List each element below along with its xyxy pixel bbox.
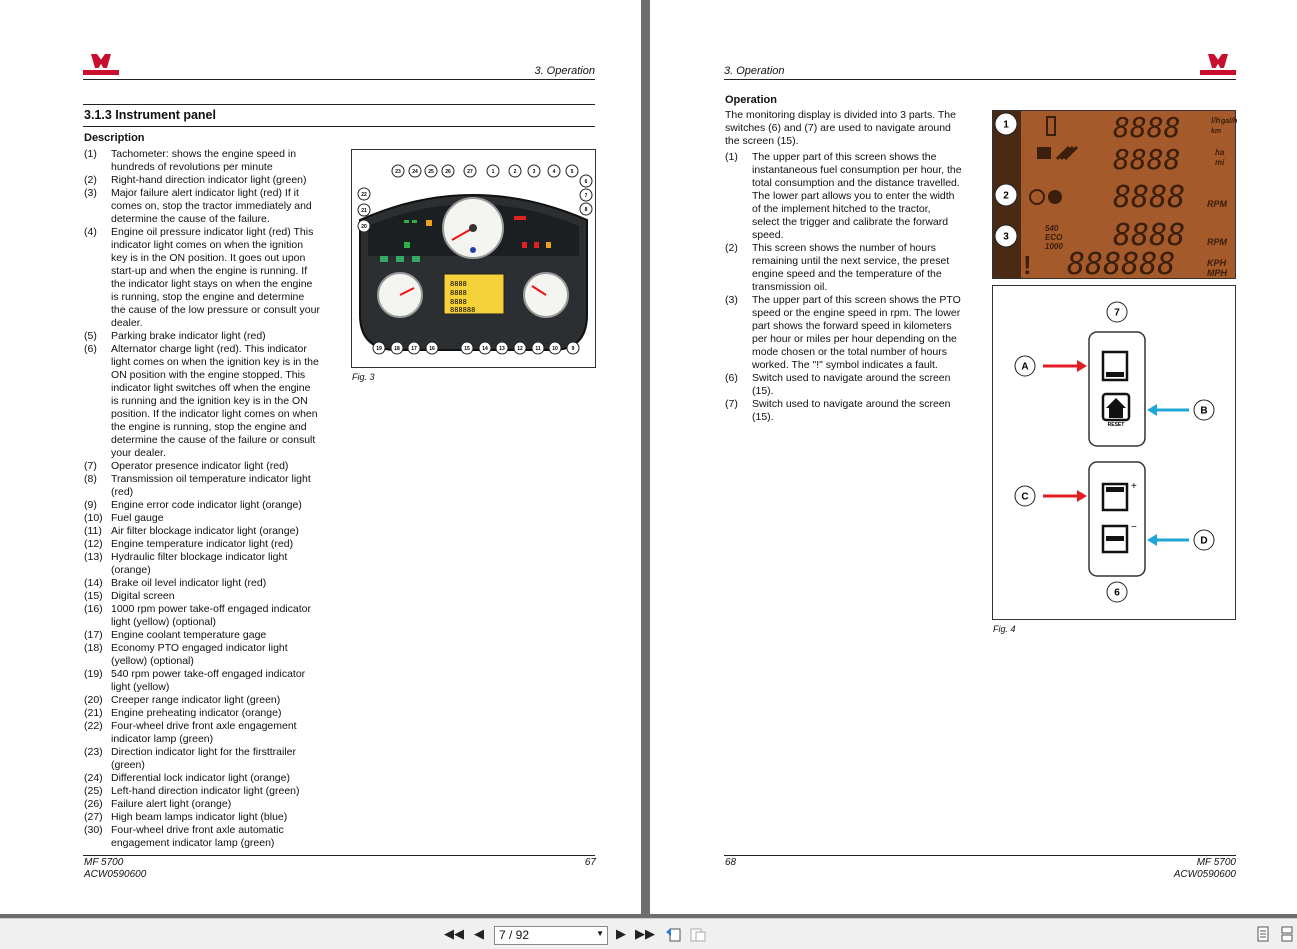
footer-rule [724, 855, 1236, 856]
list-item-number: (8) [84, 473, 97, 485]
list-item-number: (9) [84, 499, 97, 511]
list-item-line: determine the cause of the failure or consult [111, 434, 316, 446]
list-item-line: This screen shows the number of hours [752, 242, 936, 254]
list-item-line: total consumption and the distance travelled. [752, 177, 960, 189]
callout-label: 20 [361, 223, 367, 230]
massey-ferguson-logo [1200, 54, 1236, 76]
lcd-fault-symbol: ! [1023, 250, 1032, 280]
list-item [84, 642, 334, 668]
list-item-number: (13) [84, 551, 103, 563]
list-item-line: (15). [752, 411, 774, 423]
lcd-pto-eco: ECO [1045, 233, 1063, 242]
list-item-number: (16) [84, 603, 103, 615]
list-item-number: (6) [84, 343, 97, 355]
list-item-number: (12) [84, 538, 103, 550]
callout-label: 16 [429, 345, 435, 352]
lcd-row5-digits: 888888 [1067, 247, 1176, 282]
fig-4-caption: Fig. 4 [993, 624, 1016, 634]
next-page-button[interactable] [612, 925, 630, 943]
right-page [650, 0, 1297, 914]
list-item-line: (yellow) (optional) [111, 655, 194, 667]
header-chapter: 3. Operation [724, 65, 785, 77]
list-item-number: (26) [84, 798, 103, 810]
footer-code: ACW0590600 [1173, 869, 1236, 880]
list-item-number: (11) [84, 525, 102, 537]
lcd-unit-kph: KPH [1207, 258, 1227, 268]
go-forward-icon [690, 926, 706, 942]
list-item [84, 720, 334, 746]
list-item-line: Fuel gauge [111, 512, 164, 524]
callout-label: 5 [570, 168, 574, 175]
list-item-line: Differential lock indicator light (orange) [111, 772, 290, 784]
list-item-line: Transmission oil temperature indicator light [111, 473, 311, 485]
callout-label: 4 [552, 168, 556, 175]
instrument-panel-figure [351, 149, 596, 368]
engine-speed-icon [1048, 190, 1062, 204]
list-item-line: select the trigger and calibrate the forward [752, 216, 949, 228]
list-item-line: speed or the engine speed in rpm. The lower [752, 307, 961, 319]
section-rule-top [83, 104, 595, 105]
lcd-unit-galh: gal/h [1221, 118, 1238, 125]
list-item-line: of the implement hitched to the tractor, [752, 203, 931, 215]
viewer-toolbar [0, 918, 1297, 949]
list-item-line: Parking brake indicator light (red) [111, 330, 266, 342]
single-page-icon [1256, 926, 1270, 942]
list-item-number: (7) [84, 460, 97, 472]
list-item-number: (25) [84, 785, 103, 797]
list-item [84, 577, 334, 590]
list-item [725, 398, 977, 424]
callout-label: B [1200, 405, 1208, 417]
list-item-line: Alternator charge light (red). This indicator [111, 343, 307, 355]
callout-label: 24 [412, 168, 418, 175]
list-item [84, 174, 334, 187]
list-item [84, 668, 334, 694]
callout-label: 26 [445, 168, 451, 175]
list-item-line: Tachometer: shows the engine speed in [111, 148, 297, 160]
list-item [84, 772, 334, 785]
list-item-number: (19) [84, 668, 103, 680]
prev-page-button[interactable] [470, 925, 488, 943]
callout-label: 27 [467, 168, 473, 175]
lcd-row2-digits: 8888 [1113, 143, 1181, 176]
list-item [84, 746, 334, 772]
callout-label: 19 [376, 345, 382, 352]
header-rule [724, 79, 1236, 80]
callout-label: 18 [394, 345, 400, 352]
list-item-number: (2) [725, 242, 738, 254]
callout-label: 1 [1003, 119, 1009, 131]
callout-label: 8 [584, 206, 588, 213]
callout-label: 11 [535, 345, 541, 352]
list-item [84, 148, 334, 174]
arrow-d-head [1147, 534, 1157, 546]
go-back-icon [665, 926, 681, 942]
list-item-line: Creeper range indicator light (green) [111, 694, 281, 706]
list-item-line: Air filter blockage indicator light (orange) [111, 525, 299, 537]
list-item-line: light (yellow) (optional) [111, 616, 217, 628]
monitor-display-drawing [993, 111, 1238, 282]
page-number-select[interactable] [494, 926, 608, 945]
callout-label: 22 [361, 191, 367, 198]
list-item [84, 460, 334, 473]
arrow-b-head [1147, 404, 1157, 416]
list-item-line: 1000 rpm power take-off engaged indicator [111, 603, 312, 615]
lcd-unit-rpm-1: RPM [1207, 199, 1227, 209]
lcd-unit-lh: l/h [1211, 116, 1221, 125]
list-item-line: light (yellow) [111, 681, 170, 693]
callout-label: 7 [1114, 307, 1120, 319]
list-item-line: speed. [752, 229, 784, 241]
footer-model: MF 5700 [1196, 857, 1236, 868]
list-item [84, 525, 334, 538]
footer-model: MF 5700 [84, 857, 124, 868]
navigation-switches-figure [992, 285, 1236, 620]
callout-label: 25 [428, 168, 434, 175]
callout-label: 2 [513, 168, 517, 175]
operation-heading: Operation [725, 94, 777, 106]
list-item-line: Engine preheating indicator (orange) [111, 707, 282, 719]
list-item-line: The upper part of this screen shows the PTO [752, 294, 961, 306]
go-forward-button[interactable] [689, 925, 707, 943]
list-item-line: 540 rpm power take-off engaged indicator [111, 668, 306, 680]
list-item-number: (3) [84, 187, 97, 199]
list-item [84, 798, 334, 811]
list-item-line: indicator lamp (green) [111, 733, 214, 745]
lcd-unit-mph: MPH [1207, 268, 1227, 278]
list-item-line: Brake oil level indicator light (red) [111, 577, 267, 589]
list-item-line: Failure alert light (orange) [111, 798, 232, 810]
operation-list [725, 151, 977, 424]
list-item [725, 294, 977, 372]
lcd-line-2: 8888 [450, 289, 467, 297]
list-item-number: (1) [725, 151, 738, 163]
list-item [84, 499, 334, 512]
list-item-line: Direction indicator light for the firsttrailer [111, 746, 296, 758]
list-item [84, 590, 334, 603]
list-item-line: ON position with the engine stopped. This [111, 369, 306, 381]
plus-sign: + [1131, 481, 1137, 492]
list-item-number: (20) [84, 694, 103, 706]
list-item-line: (red) [111, 486, 134, 498]
description-list [84, 148, 334, 850]
instrument-panel-drawing [352, 150, 595, 367]
list-item [84, 824, 334, 850]
list-item-line: Switch used to navigate around the screen [752, 398, 951, 410]
last-page-icon: ▶▶ [635, 926, 655, 941]
list-item-line: the cause of the low pressure or consult your [111, 304, 320, 316]
callout-label: 2 [1003, 190, 1009, 202]
first-page-button[interactable] [445, 925, 463, 943]
description-heading: Description [84, 132, 145, 144]
list-item-line: indicator light comes on when the ignition [111, 239, 304, 251]
list-item-line: (green) [111, 759, 145, 771]
list-item [725, 242, 977, 294]
list-item-number: (2) [84, 174, 97, 186]
list-item [84, 694, 334, 707]
footer-code: ACW0590600 [84, 869, 147, 880]
arrow-a-head [1077, 360, 1087, 372]
list-item-line: start-up and when the engine is running. If [111, 265, 308, 277]
callout-label: 3 [1003, 231, 1009, 243]
list-item-line: Right-hand direction indicator light (green) [111, 174, 307, 186]
header-rule [83, 79, 595, 80]
list-item-line: Engine error code indicator light (orange) [111, 499, 302, 511]
callout-label: 23 [395, 168, 401, 175]
list-item-number: (7) [725, 398, 738, 410]
list-item-number: (1) [84, 148, 97, 160]
callout-label: 14 [482, 345, 488, 352]
list-item [84, 551, 334, 577]
reset-label: RESET [1107, 422, 1125, 428]
list-item-number: (22) [84, 720, 103, 732]
callout-label: 10 [552, 345, 558, 352]
list-item-line: per hour or miles per hour depending on the [752, 333, 957, 345]
list-item-line: light comes on when the ignition key is in the [111, 356, 319, 368]
fig-3-caption: Fig. 3 [352, 372, 375, 382]
list-item-line: Operator presence indicator light (red) [111, 460, 289, 472]
lower-switch-body [1089, 462, 1145, 576]
list-item-line: High beam lamps indicator light (blue) [111, 811, 288, 823]
prev-page-icon: ◀ [474, 926, 484, 941]
fuel-tank-icon [1037, 147, 1051, 159]
list-item-line: Left-hand direction indicator light (green) [111, 785, 300, 797]
lcd-unit-ha: ha [1215, 148, 1225, 157]
list-item-line: The lower part allows you to enter the width [752, 190, 955, 202]
list-item-line: dealer. [111, 317, 143, 329]
callout-label: C [1021, 491, 1029, 503]
list-item-number: (17) [84, 629, 103, 641]
high-beam-indicator [470, 247, 476, 253]
upper-switch-body [1089, 332, 1145, 446]
list-item-number: (18) [84, 642, 103, 654]
list-item-line: worked. The "!" symbol indicates a fault. [752, 359, 938, 371]
list-item-number: (5) [84, 330, 97, 342]
continuous-view-button[interactable] [1278, 925, 1296, 943]
lcd-line-4: 888888 [450, 306, 476, 314]
list-item-line: Engine coolant temperature gage [111, 629, 267, 641]
list-item-line: Major failure alert indicator light (red) If it [111, 187, 299, 199]
list-item-number: (27) [84, 811, 103, 823]
list-item-number: (30) [84, 824, 103, 836]
list-item-line: Economy PTO engaged indicator light [111, 642, 288, 654]
list-item-line: Four-wheel drive front axle engagement [111, 720, 297, 732]
list-item-line: Digital screen [111, 590, 175, 602]
list-item-line: comes on, stop the tractor immediately and [111, 200, 312, 212]
list-item-line: is running, stop the engine and determine [111, 291, 305, 303]
list-item-line: engine speed and the temperature of the [752, 268, 942, 280]
list-item-line: (15). [752, 385, 774, 397]
callout-label: 7 [584, 192, 588, 199]
list-item [84, 343, 334, 460]
list-item-number: (23) [84, 746, 103, 758]
intro-line: the screen (15). [725, 135, 799, 147]
lcd-unit-mi: mi [1215, 158, 1225, 167]
list-item-line: The upper part of this screen shows the [752, 151, 937, 163]
lcd-pto-540: 540 [1045, 224, 1059, 233]
massey-ferguson-logo [83, 54, 119, 76]
callout-label: 21 [361, 207, 367, 214]
list-item-line: remaining until the next service, the preset [752, 255, 950, 267]
list-item [84, 603, 334, 629]
page-number: 68 [725, 857, 737, 868]
list-item-line: hundreds of revolutions per minute [111, 161, 273, 173]
lcd-row1-digits: 8888 [1113, 111, 1181, 144]
section-title: 3.1.3 Instrument panel [84, 108, 216, 122]
callout-label: 6 [584, 178, 588, 185]
list-item-line: position. If the indicator light comes on when [111, 408, 318, 420]
section-rule-bottom [83, 126, 595, 127]
list-item-line: Engine temperature indicator light (red) [111, 538, 294, 550]
list-item-number: (15) [84, 590, 103, 602]
list-item-number: (3) [725, 294, 738, 306]
continuous-page-icon [1280, 926, 1294, 942]
list-item [84, 226, 334, 330]
intro-paragraph [725, 109, 975, 148]
chevron-down-icon[interactable]: ▼ [596, 929, 604, 938]
list-item-line: part shows the forward speed in kilometers [752, 320, 952, 332]
list-item-line: (orange) [111, 564, 151, 576]
lcd-row4-digits: 8888 [1113, 218, 1186, 253]
page-number: 67 [584, 857, 596, 868]
list-item-number: (24) [84, 772, 103, 784]
list-item-line: engagement indicator lamp (green) [111, 837, 275, 849]
list-item-line: the indicator light stays on when the engine [111, 278, 313, 290]
list-item-number: (14) [84, 577, 103, 589]
callout-label: 1 [491, 168, 495, 175]
list-item-line: determine the cause of the failure. [111, 213, 270, 225]
list-item [725, 151, 977, 242]
left-page [0, 0, 641, 914]
callout-label: 12 [517, 345, 523, 352]
list-item-line: is running and the ignition key is in the ON [111, 395, 308, 407]
header-chapter: 3. Operation [534, 65, 595, 77]
intro-line: The monitoring display is divided into 3 parts. The [725, 109, 956, 121]
list-item-line: key is in the ON position. It goes out upon [111, 252, 306, 264]
lcd-row3-digits: 8888 [1113, 180, 1186, 215]
list-item [84, 538, 334, 551]
callout-label: A [1021, 361, 1029, 373]
lcd-unit-rpm-2: RPM [1207, 237, 1227, 247]
footer-right [1174, 857, 1236, 881]
list-item-number: (6) [725, 372, 738, 384]
callout-label: 9 [571, 345, 575, 352]
list-item [84, 707, 334, 720]
list-item-line: instantaneous fuel consumption per hour, the [752, 164, 962, 176]
arrow-c-head [1077, 490, 1087, 502]
single-page-view-button[interactable] [1254, 925, 1272, 943]
list-item [725, 372, 977, 398]
list-item [84, 785, 334, 798]
list-item-line: mode chosen or the total number of hours [752, 346, 947, 358]
list-item [84, 629, 334, 642]
list-item-line: your dealer. [111, 447, 166, 459]
intro-line: switches (6) and (7) are used to navigate around [725, 122, 951, 134]
callout-label: 13 [499, 345, 505, 352]
callout-label: 6 [1114, 587, 1120, 599]
list-item-number: (21) [84, 707, 103, 719]
list-item [84, 187, 334, 226]
list-item-number: (10) [84, 512, 103, 524]
minus-sign: − [1131, 522, 1137, 533]
next-page-icon: ▶ [616, 926, 626, 941]
last-page-button[interactable] [636, 925, 654, 943]
lcd-line-3: 8888 [450, 298, 467, 306]
first-page-icon: ◀◀ [444, 926, 464, 941]
go-back-button[interactable] [664, 925, 682, 943]
list-item-line: Engine oil pressure indicator light (red) This [111, 226, 314, 238]
list-item-line: the engine is running, stop the engine and [111, 421, 307, 433]
callout-label: 3 [532, 168, 536, 175]
list-item-line: Hydraulic filter blockage indicator light [111, 551, 288, 563]
callout-label: 17 [411, 345, 417, 352]
list-item-line: Four-wheel drive front axle automatic [111, 824, 284, 836]
list-item-line: Switch used to navigate around the screen [752, 372, 951, 384]
callout-label: D [1200, 535, 1208, 547]
list-item [84, 811, 334, 824]
lcd-line-1: 8888 [450, 280, 467, 288]
footer-rule [83, 855, 595, 856]
list-item [84, 330, 334, 343]
list-item-line: indicator light switches off when the engine [111, 382, 311, 394]
list-item-line: transmission oil. [752, 281, 828, 293]
page-number-value: 7 / 92 [499, 928, 530, 942]
list-item [84, 473, 334, 499]
lcd-unit-km: km [1211, 128, 1222, 135]
list-item [84, 512, 334, 525]
list-item-number: (4) [84, 226, 97, 238]
callout-label: 15 [464, 345, 470, 352]
monitor-display-figure [992, 110, 1238, 282]
footer-left [84, 857, 146, 881]
navigation-switches-drawing [993, 286, 1235, 619]
lcd-pto-1000: 1000 [1045, 242, 1063, 251]
